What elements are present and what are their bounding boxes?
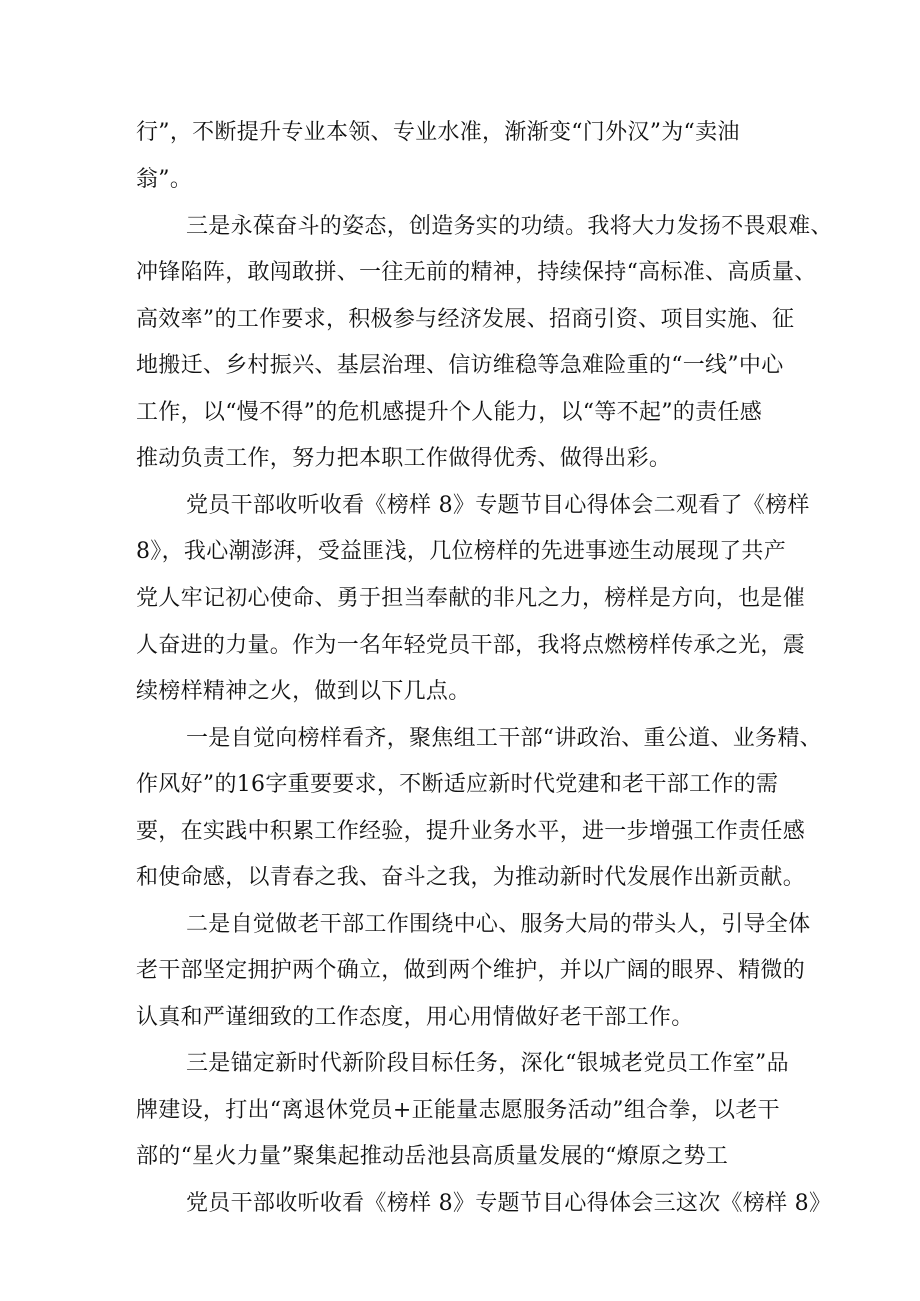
text-line: 作风好”的16字重要要求，不断适应新时代党建和老干部工作的需 — [136, 772, 779, 797]
text-line: 冲锋陷阵，敢闯敢拼、一往无前的精神，持续保持“高标准、高质量、 — [136, 260, 817, 285]
text-line: 部的“星火力量”聚集起推动岳池县高质量发展的“燎原之势工 — [136, 1144, 729, 1169]
text-line: 党员干部收听收看《榜样 8》专题节目心得体会三这次《榜样 8》 — [186, 1191, 832, 1216]
text-line: 高效率”的工作要求，积极参与经济发展、招商引资、项目实施、征 — [136, 307, 795, 332]
text-line: 党人牢记初心使命、勇于担当奉献的非凡之力，榜样是方向，也是催 — [136, 586, 806, 611]
text-line: 三是永葆奋斗的姿态，创造务实的功绩。我将大力发扬不畏艰难、 — [186, 214, 833, 239]
text-line: 行”，不断提升专业本领、专业水准，渐渐变“门外汉”为“卖油 — [136, 120, 740, 145]
text-line: 认真和严谨细致的工作态度，用心用情做好老干部工作。 — [136, 1005, 694, 1030]
text-line: 8》，我心潮澎湃，受益匪浅，几位榜样的先进事迹生动展现了共产 — [136, 539, 786, 564]
text-line: 推动负责工作，努力把本职工作做得优秀、做得出彩。 — [136, 446, 672, 471]
text-line: 一是自觉向榜样看齐，聚焦组工干部“讲政治、重公道、业务精、 — [186, 726, 822, 751]
text-line: 牌建设，打出“离退休党员+正能量志愿服务活动”组合拳，以老干 — [136, 1098, 780, 1123]
text-line: 老干部坚定拥护两个确立，做到两个维护，并以广阔的眼界、精微的 — [136, 958, 806, 983]
text-line: 党员干部收听收看《榜样 8》专题节目心得体会二观看了《榜样 — [186, 493, 810, 518]
text-line: 二是自觉做老干部工作围绕中心、服务大局的带头人，引导全体 — [186, 912, 811, 937]
text-line: 人奋进的力量。作为一名年轻党员干部，我将点燃榜样传承之光，震 — [136, 633, 806, 658]
text-line: 和使命感，以青春之我、奋斗之我，为推动新时代发展作出新贡献。 — [136, 865, 806, 890]
text-line: 工作，以“慢不得”的危机感提升个人能力，以“等不起”的责任感 — [136, 400, 762, 425]
text-line: 地搬迁、乡村振兴、基层治理、信访维稳等急难险重的“一线”中心 — [136, 353, 784, 378]
text-line: 续榜样精神之火，做到以下几点。 — [136, 679, 471, 704]
text-line: 翁”。 — [136, 167, 193, 192]
text-line: 三是锚定新时代新阶段目标任务，深化“银城老党员工作室”品 — [186, 1051, 789, 1076]
text-line: 要，在实践中积累工作经验，提升业务水平，进一步增强工作责任感 — [136, 819, 806, 844]
